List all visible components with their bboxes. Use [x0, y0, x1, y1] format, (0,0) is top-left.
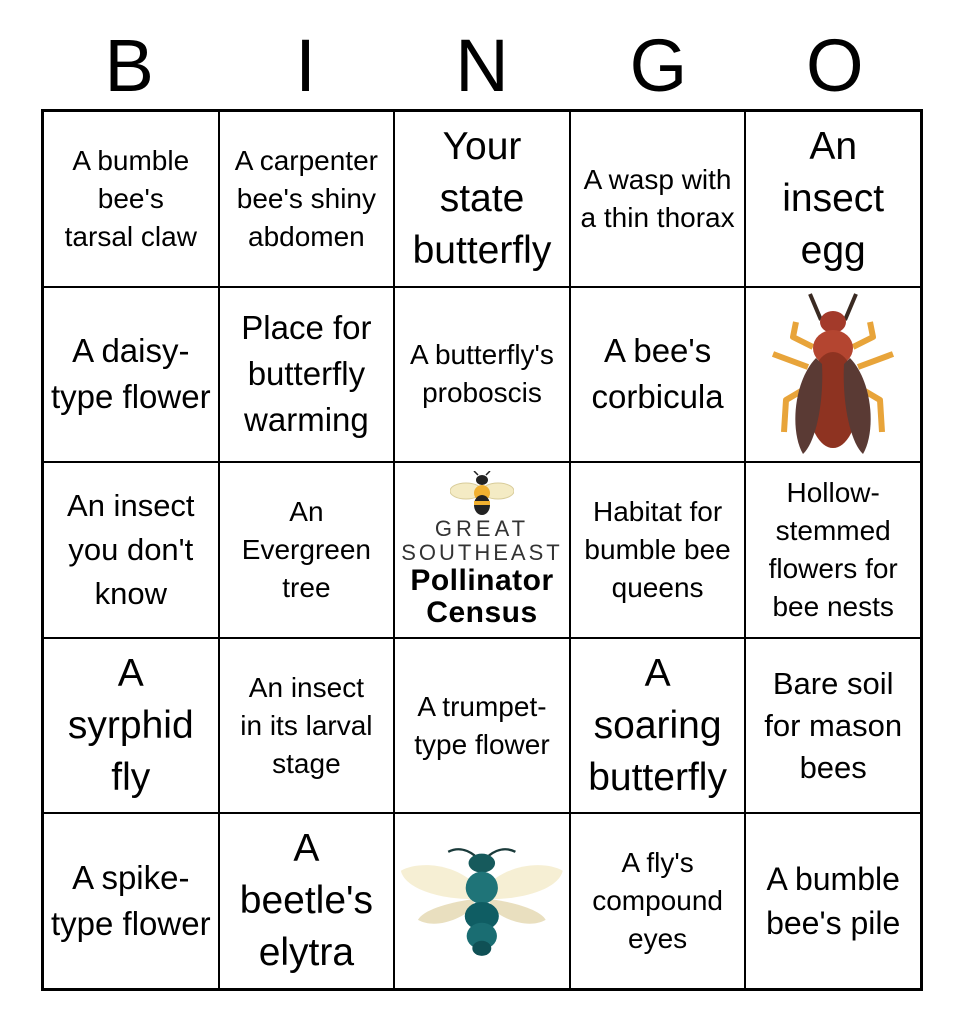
cell-text: A daisy-type flower — [51, 332, 211, 416]
cell-text: Place for butterfly warming — [241, 309, 372, 439]
cell-text: A bumble bee's pile — [766, 861, 901, 942]
cell-text: An insect egg — [782, 124, 885, 272]
bingo-cell[interactable] — [570, 287, 746, 463]
red-beetle-icon — [758, 292, 908, 457]
bingo-cell[interactable] — [394, 813, 570, 989]
bingo-cell[interactable] — [745, 287, 921, 463]
cell-text: Your state butterfly — [412, 124, 552, 272]
bingo-cell[interactable] — [43, 638, 219, 814]
bingo-cell[interactable] — [394, 111, 570, 287]
bingo-cell[interactable] — [219, 638, 395, 814]
header-letter-i: I — [295, 24, 316, 107]
cell-text: A trumpet-type flower — [414, 690, 550, 760]
cell-text: A wasp with a thin thorax — [580, 163, 735, 233]
bingo-cell[interactable] — [745, 813, 921, 989]
bingo-header — [41, 22, 923, 110]
logo-text-great: GREAT — [434, 515, 530, 541]
logo-text-pollinator: Pollinator — [410, 563, 554, 597]
cell-text: A bumble bee's tarsal claw — [64, 144, 197, 252]
bingo-cell[interactable] — [570, 111, 746, 287]
bingo-cell[interactable] — [745, 638, 921, 814]
header-letter-o: O — [805, 24, 864, 107]
bingo-cell[interactable] — [219, 111, 395, 287]
bingo-cell[interactable] — [394, 287, 570, 463]
cell-text: A carpenter bee's shiny abdomen — [234, 144, 378, 252]
cell-text: Bare soil for mason bees — [764, 665, 903, 785]
cell-text: A soaring butterfly — [588, 651, 727, 799]
logo-text-southeast: SOUTHEAST — [401, 539, 563, 565]
header-letter-g: G — [629, 24, 688, 107]
cell-text: Habitat for bumble bee queens — [584, 495, 731, 603]
bingo-cell[interactable] — [745, 111, 921, 287]
bingo-cell[interactable] — [43, 287, 219, 463]
teal-bee-icon — [399, 841, 565, 961]
header-letter-n: N — [455, 24, 509, 107]
logo-text-census: Census — [426, 595, 538, 629]
bingo-cell[interactable] — [219, 287, 395, 463]
cell-text: A fly's compound eyes — [592, 847, 723, 955]
bingo-cell[interactable] — [43, 462, 219, 638]
header-letter-b: B — [104, 24, 154, 107]
bingo-cell[interactable] — [219, 462, 395, 638]
cell-text: Hollow-stemmed flowers for bee nests — [768, 476, 898, 622]
bingo-cell[interactable] — [43, 813, 219, 989]
bingo-cell[interactable] — [570, 813, 746, 989]
bumble-bee-icon — [450, 471, 514, 517]
bingo-cell[interactable] — [394, 638, 570, 814]
cell-text: An insect in its larval stage — [240, 671, 373, 779]
bingo-cell[interactable] — [43, 111, 219, 287]
cell-text: A beetle's elytra — [239, 827, 373, 975]
bingo-cell[interactable] — [570, 638, 746, 814]
bingo-cell[interactable] — [745, 462, 921, 638]
cell-text: A syrphid fly — [67, 651, 194, 799]
bingo-cell[interactable] — [570, 462, 746, 638]
cell-text: An insect you don't know — [67, 487, 195, 611]
bingo-cell[interactable] — [219, 813, 395, 989]
cell-text: A spike-type flower — [51, 859, 211, 943]
cell-text: An Evergreen tree — [241, 495, 371, 603]
cell-text: A bee's corbicula — [591, 332, 724, 416]
cell-text: A butterfly's proboscis — [410, 339, 554, 409]
bingo-grid — [41, 109, 923, 991]
pollinator-census-logo — [394, 462, 570, 638]
